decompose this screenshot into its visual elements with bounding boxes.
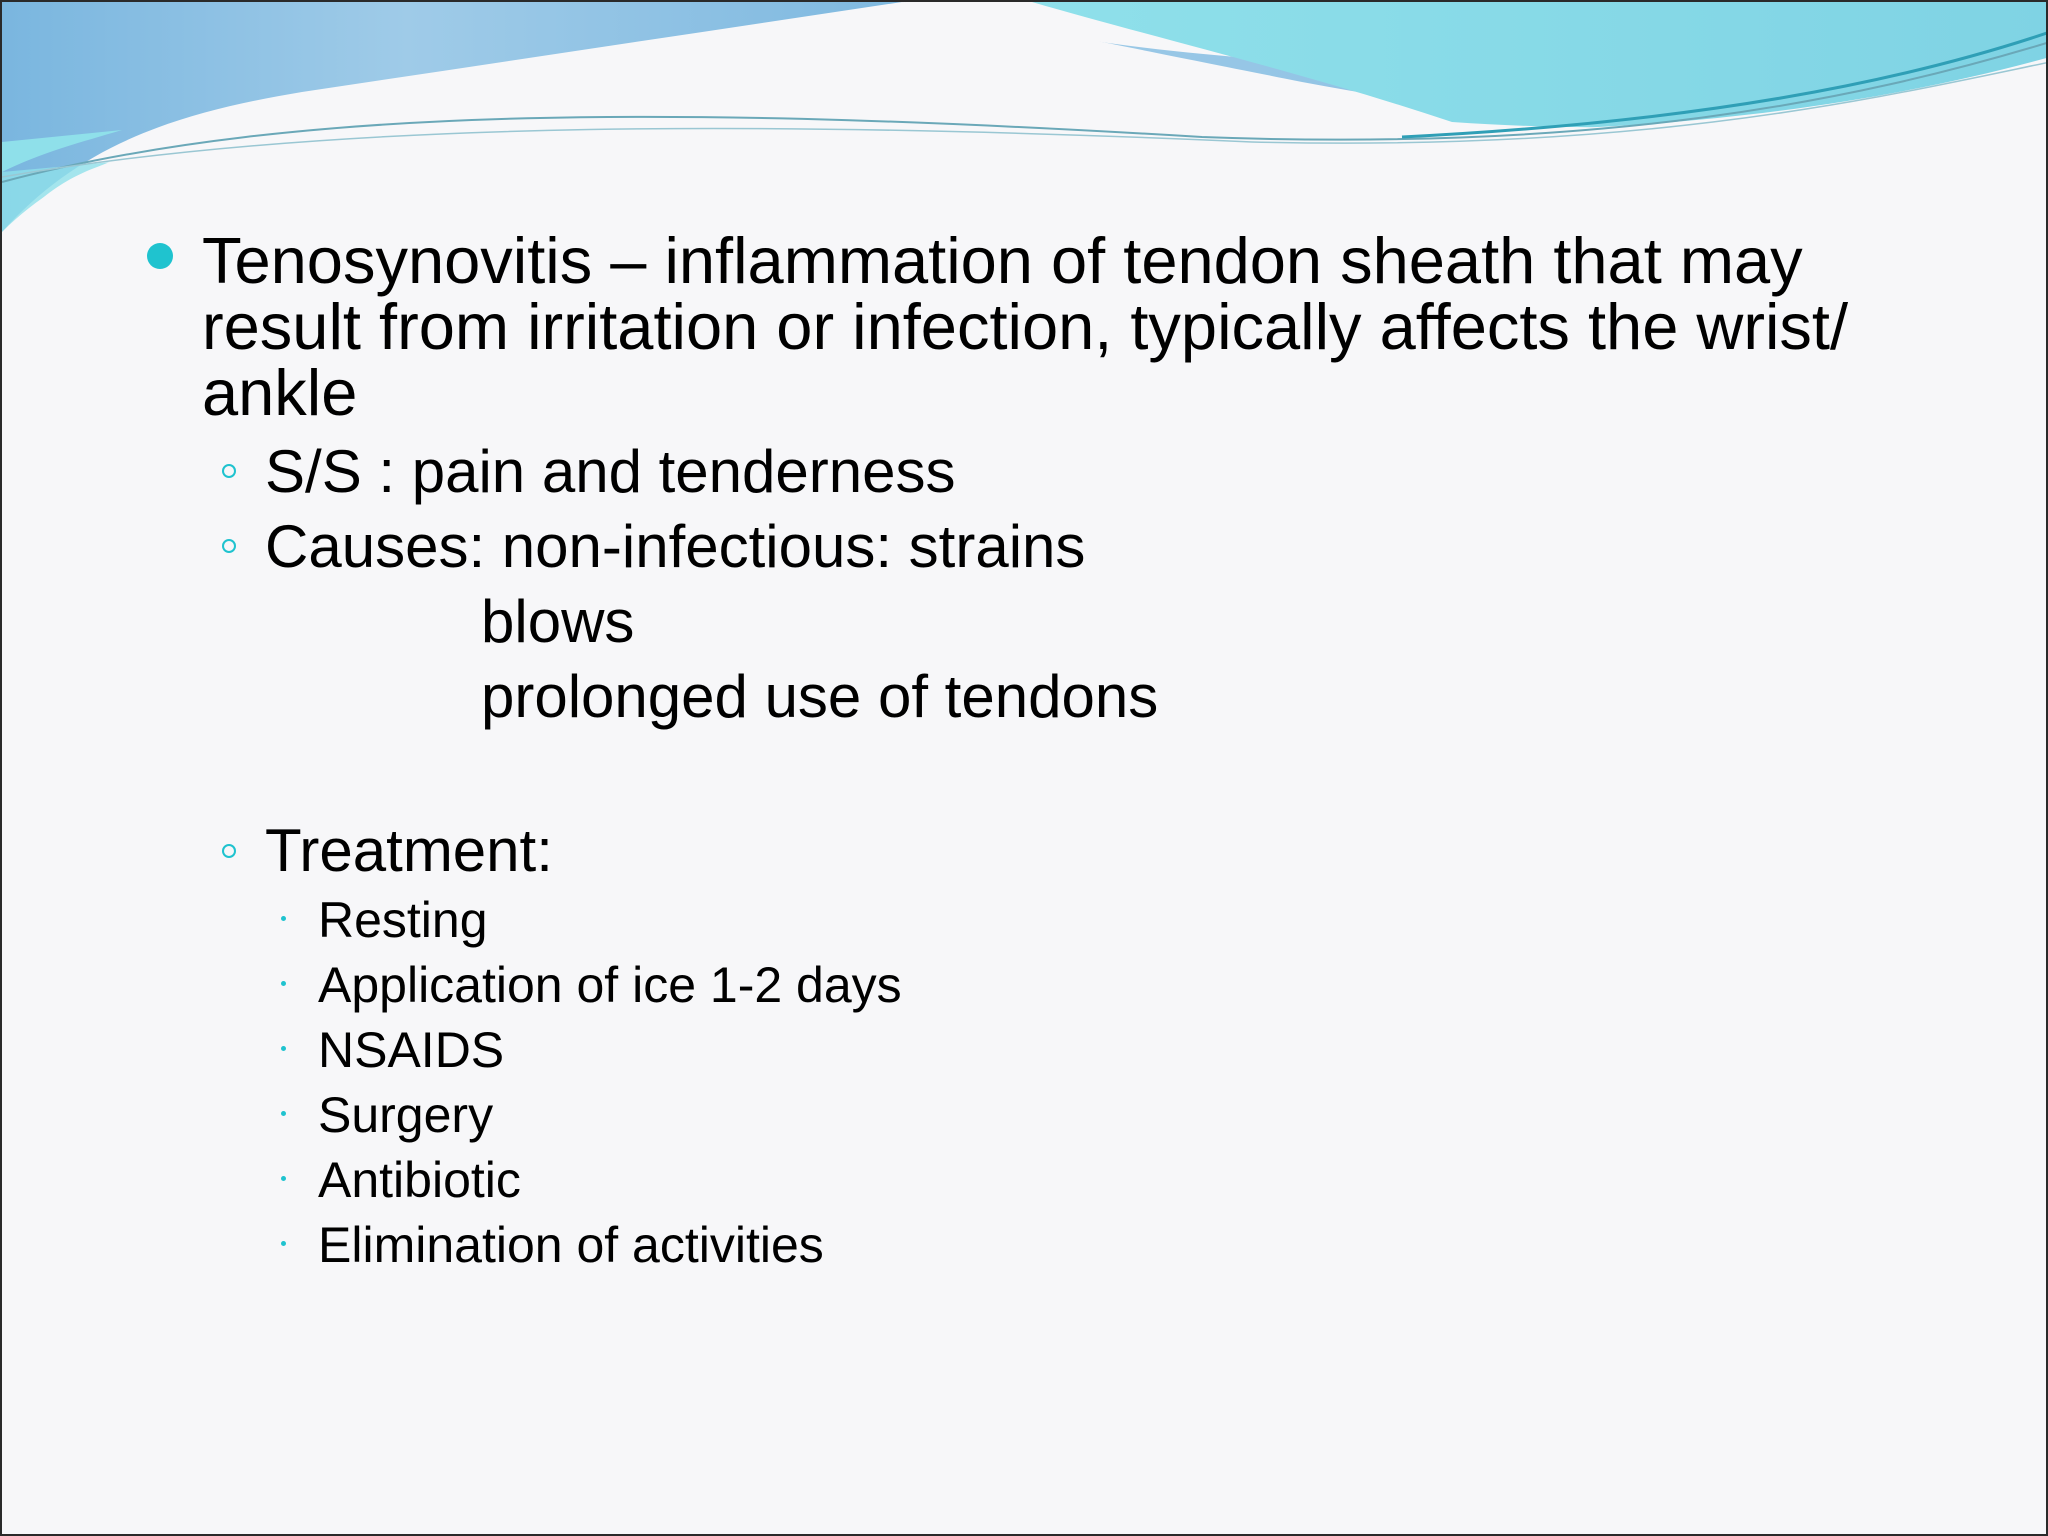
treatment-item: NSAIDS — [318, 1022, 505, 1078]
small-bullet-icon — [281, 1046, 286, 1051]
treatment-item: Antibiotic — [318, 1152, 521, 1208]
treatment-item: Elimination of activities — [318, 1217, 824, 1273]
sub-bullet-treatment: Treatment: — [265, 817, 553, 884]
circle-bullet-icon — [222, 539, 236, 553]
treatment-item: Surgery — [318, 1087, 494, 1143]
circle-bullet-icon — [222, 464, 236, 478]
treatment-item: Application of ice 1-2 days — [318, 957, 902, 1013]
causes-continuation-line: prolonged use of tendons — [481, 663, 1159, 730]
circle-bullet-icon — [222, 844, 236, 858]
sub-bullet-symptoms: S/S : pain and tenderness — [265, 438, 956, 505]
sub-bullet-causes: Causes: non-infectious: strains — [265, 513, 1086, 580]
bullet-dot-icon — [147, 243, 173, 269]
slide-content — [2, 2, 2048, 1536]
causes-continuation-line: blows — [481, 588, 635, 655]
small-bullet-icon — [281, 981, 286, 986]
treatment-item: Resting — [318, 892, 488, 948]
small-bullet-icon — [281, 1176, 286, 1181]
main-bullet-text: Tenosynovitis – inflammation of tendon sheath that may result from irritation or infection, typically affects the wrist/ ankle — [202, 224, 1849, 429]
small-bullet-icon — [281, 1241, 286, 1246]
small-bullet-icon — [281, 916, 286, 921]
small-bullet-icon — [281, 1111, 286, 1116]
